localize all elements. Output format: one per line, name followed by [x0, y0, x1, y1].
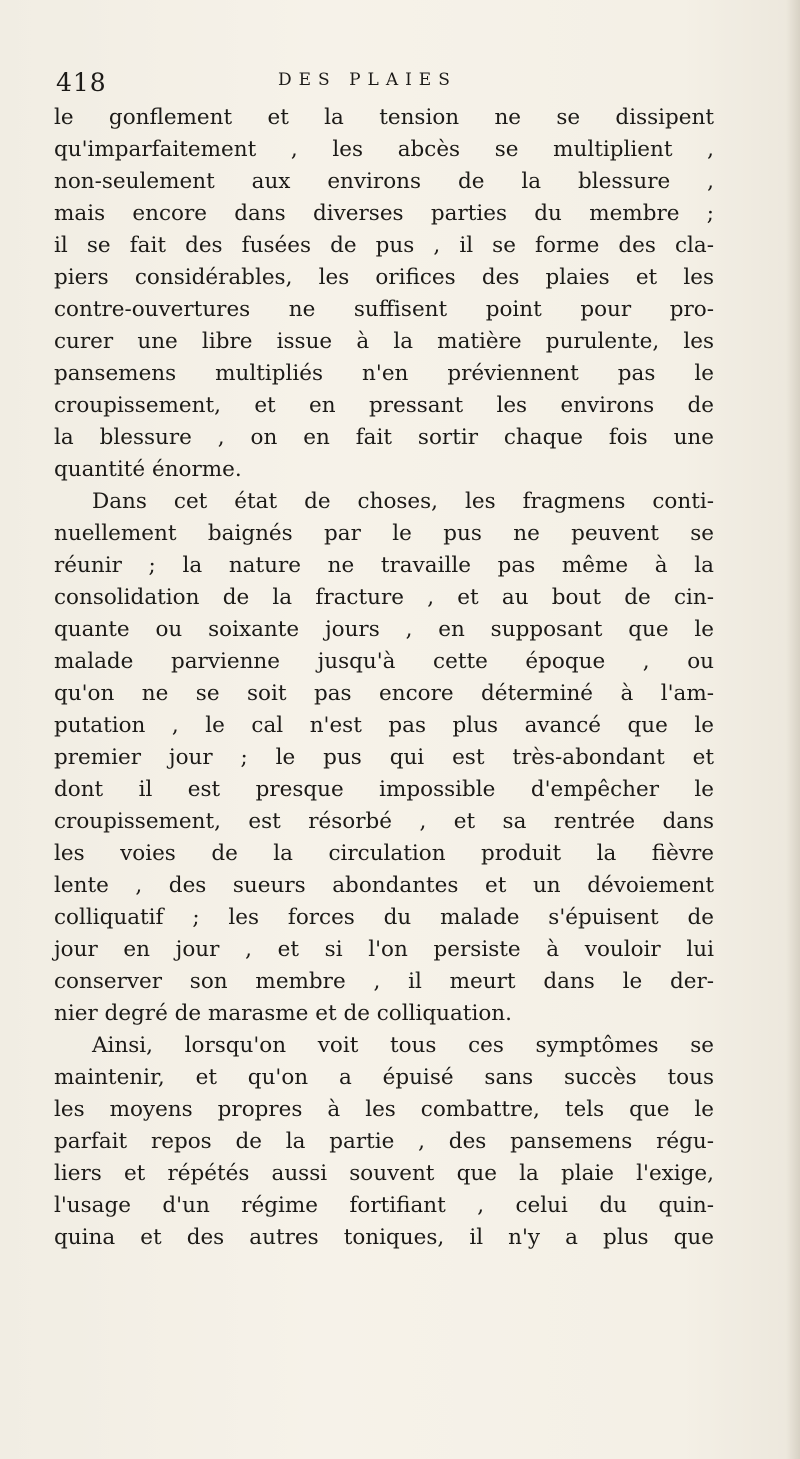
text-line: premier jour ; le pus qui est très-abondant et — [54, 745, 714, 770]
text-line: liers et répétés aussi souvent que la plaie l'exige, — [54, 1161, 714, 1186]
page-number: 418 — [56, 68, 107, 97]
text-line: réunir ; la nature ne travaille pas même à la — [54, 553, 714, 578]
text-line: les moyens propres à les combattre, tels que le — [54, 1097, 714, 1122]
text-line: piers considérables, les orifices des plaies et les — [54, 265, 714, 290]
text-line: consolidation de la fracture , et au bout de cin- — [54, 585, 714, 610]
page-header — [56, 64, 706, 104]
body-text — [54, 102, 714, 1254]
text-line: croupissement, est résorbé , et sa rentrée dans — [54, 809, 714, 834]
text-line: non-seulement aux environs de la blessure , — [54, 169, 714, 194]
text-line: Dans cet état de choses, les fragmens conti- — [92, 489, 714, 514]
text-line: parfait repos de la partie , des pansemens régu- — [54, 1129, 714, 1154]
text-line: mais encore dans diverses parties du membre ; — [54, 201, 714, 226]
text-line: qu'imparfaitement , les abcès se multiplient , — [54, 137, 714, 162]
text-line: putation , le cal n'est pas plus avancé que le — [54, 713, 714, 738]
text-line: conserver son membre , il meurt dans le der- — [54, 969, 714, 994]
text-line: quante ou soixante jours , en supposant que le — [54, 617, 714, 642]
text-line: nuellement baignés par le pus ne peuvent se — [54, 521, 714, 546]
text-line: qu'on ne se soit pas encore déterminé à l'am- — [54, 681, 714, 706]
text-line: Ainsi, lorsqu'on voit tous ces symptômes se — [92, 1033, 714, 1058]
text-line: nier degré de marasme et de colliquation. — [54, 1001, 512, 1026]
page-edge-shadow — [786, 0, 800, 1459]
text-line: maintenir, et qu'on a épuisé sans succès tous — [54, 1065, 714, 1090]
text-line: la blessure , on en fait sortir chaque fois une — [54, 425, 714, 450]
text-line: dont il est presque impossible d'empêcher le — [54, 777, 714, 802]
text-line: pansemens multipliés n'en préviennent pas le — [54, 361, 714, 386]
text-line: quantité énorme. — [54, 457, 242, 482]
text-line: malade parvienne jusqu'à cette époque , ou — [54, 649, 714, 674]
text-line: lente , des sueurs abondantes et un dévoiement — [54, 873, 714, 898]
text-line: l'usage d'un régime fortifiant , celui du quin- — [54, 1193, 714, 1218]
text-line: curer une libre issue à la matière purulente, les — [54, 329, 714, 354]
text-line: le gonflement et la tension ne se dissipent — [54, 105, 714, 130]
text-line: colliquatif ; les forces du malade s'épuisent de — [54, 905, 714, 930]
text-line: les voies de la circulation produit la fièvre — [54, 841, 714, 866]
text-line: quina et des autres toniques, il n'y a plus que — [54, 1225, 714, 1250]
text-line: jour en jour , et si l'on persiste à vouloir lui — [54, 937, 714, 962]
running-head: DES PLAIES — [278, 70, 457, 90]
text-line: croupissement, et en pressant les environs de — [54, 393, 714, 418]
text-line: contre-ouvertures ne suffisent point pour pro- — [54, 297, 714, 322]
text-line: il se fait des fusées de pus , il se forme des cla- — [54, 233, 714, 258]
